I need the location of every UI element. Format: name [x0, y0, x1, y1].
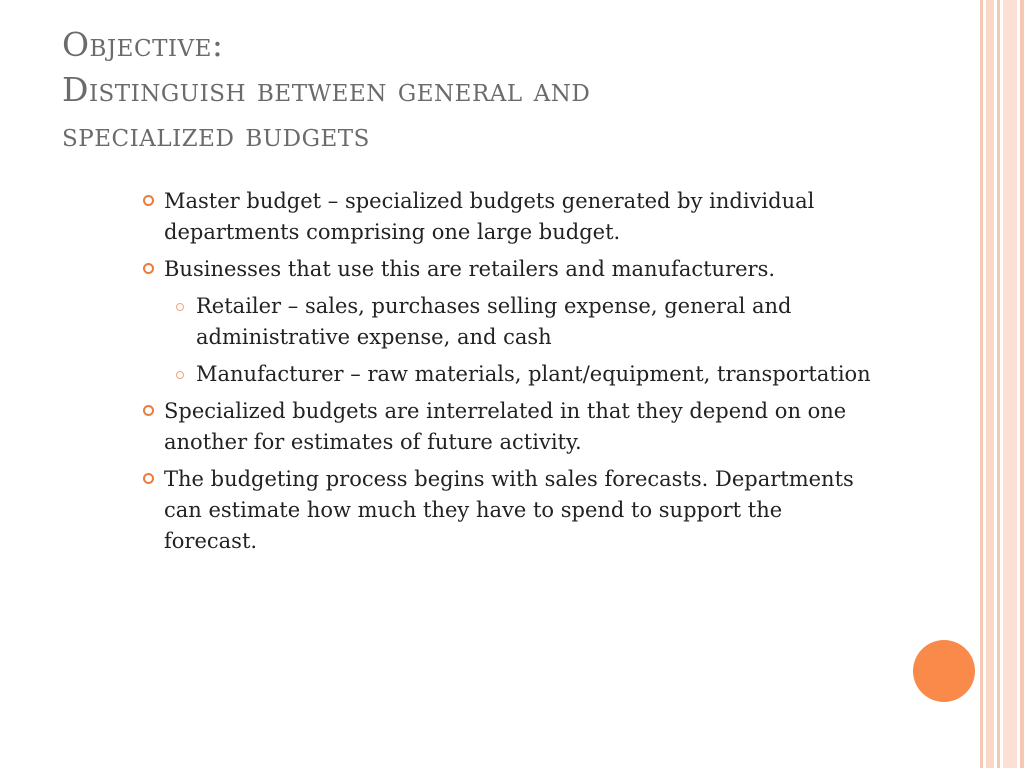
- bullet-text: Master budget – specialized budgets generated by individual departments comprising one large budget.: [164, 189, 815, 244]
- sub-bullet-text: Manufacturer – raw materials, plant/equipment, transportation: [196, 362, 871, 386]
- decorative-stripe: [980, 0, 983, 768]
- sub-bullet-text: Retailer – sales, purchases selling expense, general and administrative expense, and cash: [196, 294, 792, 349]
- decorative-stripe: [986, 0, 994, 768]
- bullet-icon: [143, 473, 154, 484]
- sub-bullet-icon: [176, 303, 184, 311]
- bullet-icon: [143, 195, 154, 206]
- accent-circle: [913, 640, 975, 702]
- list-item: [140, 186, 880, 248]
- sub-bullet-icon: [176, 371, 184, 379]
- decorative-stripe: [1003, 0, 1017, 768]
- list-item: [140, 464, 880, 557]
- bullet-text: The budgeting process begins with sales forecasts. Departments can estimate how much they have to spend to support the forecast.: [164, 467, 854, 553]
- list-item: [140, 396, 880, 458]
- bullet-list: [140, 186, 880, 563]
- bullet-icon: [143, 405, 154, 416]
- title-line: Distinguish between general and: [62, 70, 591, 109]
- decorative-stripe: [997, 0, 1000, 768]
- slide-title: [62, 22, 942, 157]
- decorative-stripe: [1020, 0, 1024, 768]
- sub-list-item: [140, 359, 880, 390]
- bullet-icon: [143, 263, 154, 274]
- title-line: specialized budgets: [62, 115, 370, 154]
- title-line: Objective:: [62, 25, 224, 64]
- bullet-text: Businesses that use this are retailers and manufacturers.: [164, 257, 776, 281]
- sub-list-item: [140, 291, 880, 353]
- list-item: [140, 254, 880, 285]
- bullet-text: Specialized budgets are interrelated in that they depend on one another for estimates of future activity.: [164, 399, 847, 454]
